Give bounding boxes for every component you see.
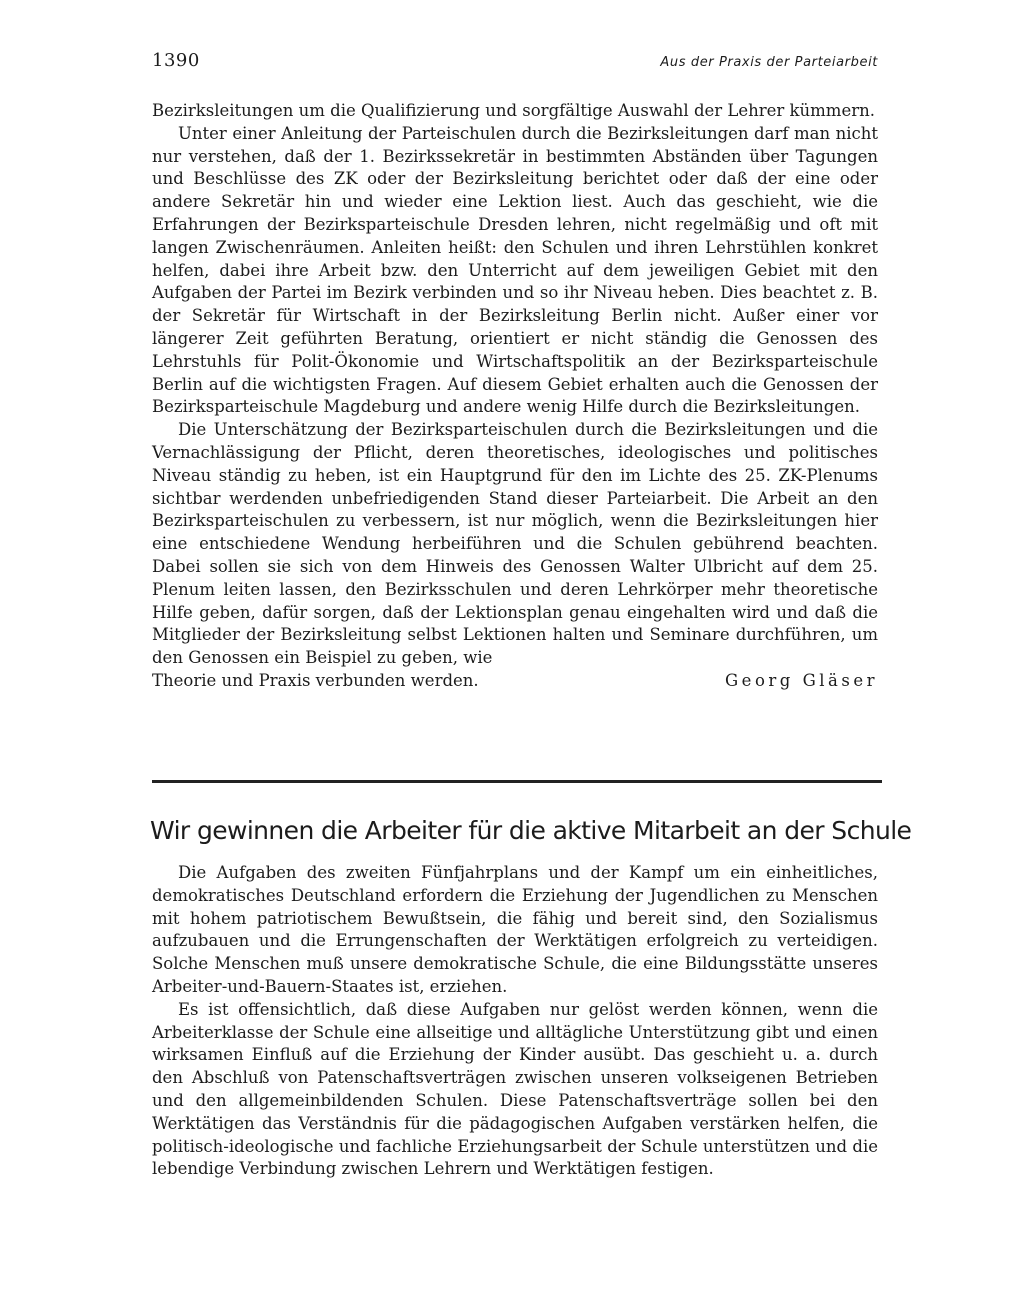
closing-line: [152, 670, 878, 693]
page-header: [152, 50, 878, 71]
paragraph: Unter einer Anleitung der Parteischulen durch die Bezirksleitungen darf man nicht nur verstehen, daß der 1. Bezirkssekretär in bestimmten Abständen über Tagungen und Beschlüsse des ZK oder der Bezirksleitung berichtet oder daß der eine oder andere Sekretär hin und wieder eine Lektion liest. Auch das geschieht, wie die Erfahrungen der Bezirksparteischule Dresden lehren, nicht regelmäßig und oft mit langen Zwischenräumen. Anleiten heißt: den Schulen und ihren Lehrstühlen konkret helfen, dabei ihre Arbeit bzw. den Unterricht auf dem jeweiligen Gebiet mit den Aufgaben der Partei im Bezirk verbinden und so ihr Niveau heben. Dies beachtet z. B. der Sekretär für Wirtschaft in der Bezirksleitung Berlin nicht. Außer einer vor längerer Zeit geführten Beratung, orientiert er nicht ständig die Genossen des Lehrstuhls für Polit-Ökonomie und Wirtschaftspolitik an der Bezirksparteischule Berlin auf die wichtigsten Fragen. Auf diesem Gebiet erhalten auch die Genossen der Bezirksparteischule Magdeburg und andere wenig Hilfe durch die Bezirksleitungen.: [152, 123, 878, 417]
paragraph: Die Unterschätzung der Bezirksparteischulen durch die Bezirksleitungen und die Vernachlässigung der Pflicht, deren theoretisches, ideologisches und politisches Niveau ständig zu heben, ist ein Hauptgrund für den im Lichte des 25. ZK-Plenums sichtbar werdenden unbefriedigenden Stand dieser Parteiarbeit. Die Arbeit an den Bezirksparteischulen zu verbessern, ist nur möglich, wenn die Bezirksleitungen hier eine entschiedene Wendung herbeiführen und die Schulen gebührend beachten. Dabei sollen sie sich von dem Hinweis des Genossen Walter Ulbricht auf dem 25. Plenum leiten lassen, den Bezirksschulen und deren Lehrkörper mehr theoretische Hilfe geben, dafür sorgen, daß der Lektionsplan genau eingehalten wird und daß die Mitglieder der Bezirksleitung selbst Lektionen halten und Seminare durchführen, um den Genossen ein Beispiel zu geben, wie: [152, 420, 878, 668]
paragraph: Es ist offensichtlich, daß diese Aufgaben nur gelöst werden können, wenn die Arbeiterklasse der Schule eine allseitige und alltägliche Unterstützung gibt und einen wirksamen Einfluß auf die Erziehung der Kinder ausübt. Das geschieht u. a. durch den Abschluß von Patenschaftsverträgen zwischen unseren volkseigenen Betrieben und den allgemeinbildenden Schulen. Diese Patenschaftsverträge sollen bei den Werktätigen das Verständnis für die pädagogischen Aufgaben verstärken helfen, die politisch-ideologische und fachliche Erziehungsarbeit der Schule unterstützen und die lebendige Verbindung zwischen Lehrern und Werktätigen festigen.: [152, 999, 878, 1179]
page-number: 1390: [152, 50, 200, 71]
closing-text: Theorie und Praxis verbunden werden.: [152, 670, 479, 690]
paragraph: Die Aufgaben des zweiten Fünfjahrplans und der Kampf um ein einheitliches, demokratisches Deutschland erfordern die Erziehung der Jugendlichen zu Menschen mit hohem patriotischem Bewußtsein, die fähig und bereit sind, den Sozialismus aufzubauen und die Errungenschaften der Werktätigen erfolgreich zu verteidigen. Solche Menschen muß unsere demokratische Schule, die eine Bildungsstätte unseres Arbeiter-und-Bauern-Staates ist, erziehen.: [152, 863, 878, 996]
article-headline: Wir gewinnen die Arbeiter für die aktive Mitarbeit an der Schule: [150, 816, 912, 845]
running-head: Aus der Praxis der Parteiarbeit: [660, 55, 878, 70]
paragraph: Bezirksleitungen um die Qualifizierung und sorgfältige Auswahl der Lehrer kümmern.: [152, 101, 875, 120]
author-signature: Georg Gläser: [725, 670, 878, 690]
section-divider: [152, 780, 882, 783]
article-body: [152, 100, 878, 693]
article-body: [152, 862, 878, 1181]
